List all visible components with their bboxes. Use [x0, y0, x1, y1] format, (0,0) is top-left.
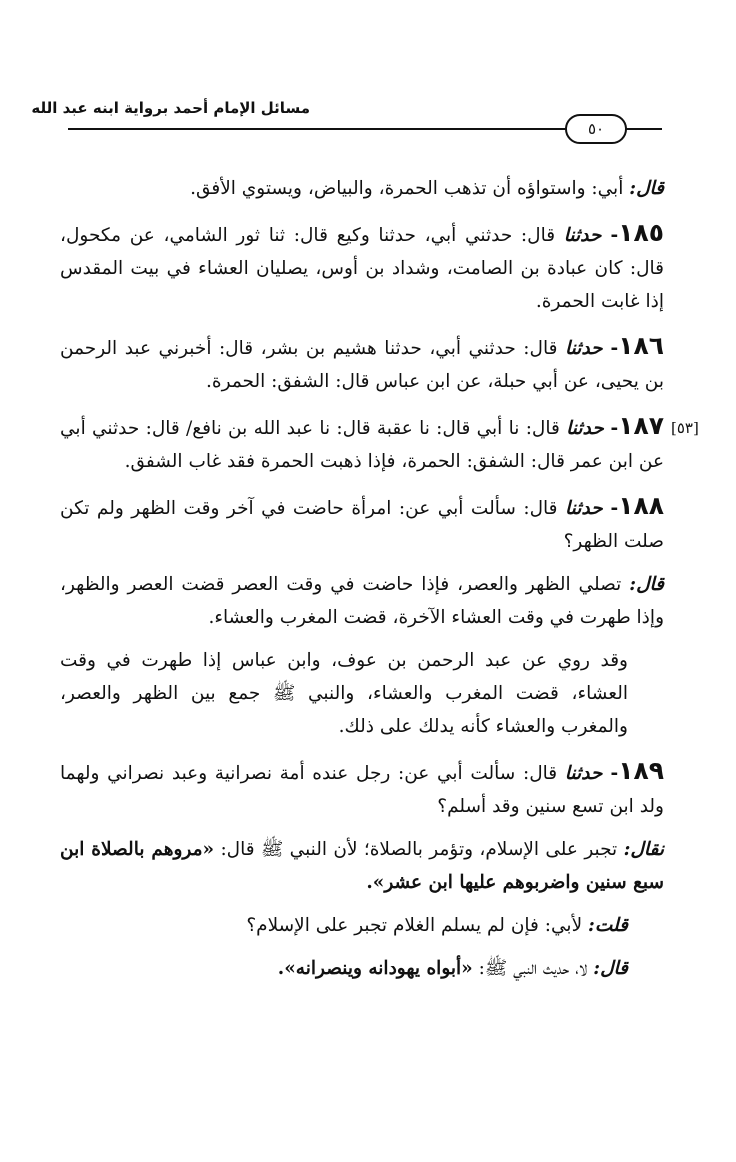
hadith-188: ١٨٨- حدثنا قال: سألت أبي عن: امرأة حاضت في آخر وقت الظهر ولم تكن صلت الظهر؟ [60, 491, 664, 552]
paragraph-ruling [60, 833, 664, 899]
paragraph-text: لا، حديث النبي ﷺ: [478, 958, 588, 979]
hadith-189: ١٨٩- حدثنا قال: سألت أبي عن: رجل عنده أمة نصرانية وعبد نصراني ولهما ولد ابن تسع سنين وقد أسلم؟ [60, 756, 664, 817]
hadith-text: قال: سألت أبي عن: رجل عنده أمة نصرانية وعبد نصراني ولهما ولد ابن تسع سنين وقد أسلم؟ [60, 763, 664, 817]
paragraph-text: أبي: واستواؤه أن تذهب الحمرة، والبياض، ويستوي الأفق. [190, 178, 624, 199]
hadith-text: قال: سألت أبي عن: امرأة حاضت في آخر وقت الظهر ولم تكن صلت الظهر؟ [60, 498, 664, 552]
page-number-badge: ٥٠ [565, 114, 627, 144]
hadith-text: قال: نا أبي قال: نا عقبة قال: نا عبد الله بن نافع/ قال: حدثني أبي عن ابن عمر قال: الشفق: الحمرة، فإذا ذهبت الحمرة فقد غاب الشفق. [60, 418, 664, 472]
label-haddathana: حدثنا [564, 763, 603, 784]
hadith-quote: «مروهم بالصلاة ابن سبع سنين واضربوهم عليها ابن عشر». [60, 839, 664, 893]
hadith-185: ١٨٥- حدثنا قال: حدثني أبي، حدثنا وكيع قال: ثنا ثور الشامي، عن مكحول، قال: كان عبادة بن الصامت، وشداد بن أوس، يصليان العشاء في بيت المقدس إذا غابت الحمرة. [60, 218, 664, 312]
hadith-number: ١٨٦ [618, 331, 664, 360]
running-title: مسائل الإمام أحمد برواية ابنه عبد الله [31, 99, 310, 117]
paragraph-continuation [60, 172, 664, 205]
hadith-186: ١٨٦- حدثنا قال: حدثني أبي، حدثنا هشيم بن بشر، قال: أخبرني عبد الرحمن بن يحيى، عن أبي حبلة، عن ابن عباس قال: الشفق: الحمرة. [60, 331, 664, 392]
main-text [60, 172, 664, 985]
label-qal: قال: [629, 574, 664, 595]
paragraph-text: تجبر على الإسلام، وتؤمر بالصلاة؛ لأن النبي ﷺ قال: [220, 839, 618, 860]
hadith-number: ١٨٥ [618, 218, 664, 247]
label-haddathana: حدثنا [566, 418, 604, 439]
label-haddathana: حدثنا [564, 498, 603, 519]
paragraph-text: تصلي الظهر والعصر، فإذا حاضت في وقت العصر قضت العصر والظهر، وإذا طهرت في وقت العشاء الآخرة، قضت المغرب والعشاء. [60, 574, 664, 628]
label-haddathana: حدثنا [564, 338, 603, 359]
paragraph-text: وقد روي عن عبد الرحمن بن عوف، وابن عباس إذا طهرت في وقت العشاء، قضت المغرب والعشاء، والنبي ﷺ جمع بين الظهر والعصر، والمغرب والعشاء كأنه يدلك على ذلك. [60, 650, 628, 737]
hadith-187: ١٨٧- حدثنا قال: نا أبي قال: نا عقبة قال: نا عبد الله بن نافع/ قال: حدثني أبي عن ابن عمر قال: الشفق: الحمرة، فإذا ذهبت الحمرة فقد غاب الشفق. [60, 411, 665, 472]
paragraph-answer [60, 568, 664, 634]
label-qal: قال: [629, 178, 664, 199]
label-naqul: نقال: [623, 839, 664, 860]
hadith-quote: «أبواه يهودانه وينصرانه». [277, 958, 473, 979]
label-qultu: قلت: [588, 915, 628, 936]
paragraph-question [60, 909, 664, 942]
hadith-number: ١٨٩ [618, 756, 664, 785]
hadith-text: قال: حدثني أبي، حدثنا هشيم بن بشر، قال: أخبرني عبد الرحمن بن يحيى، عن أبي حبلة، عن ابن عباس قال: الشفق: الحمرة. [60, 338, 664, 392]
hadith-text: قال: حدثني أبي، حدثنا وكيع قال: ثنا ثور الشامي، عن مكحول، قال: كان عبادة بن الصامت، وشداد بن أوس، يصليان العشاء في بيت المقدس إذا غابت الحمرة. [60, 225, 664, 312]
hadith-number: ١٨٨ [618, 491, 664, 520]
label-haddathana: حدثنا [563, 225, 602, 246]
paragraph-final-answer [60, 952, 664, 985]
margin-page-reference: [٥٣] [671, 419, 699, 437]
label-qal: قال: [593, 958, 628, 979]
hadith-number: ١٨٧ [618, 411, 665, 440]
paragraph-text: لأبي: فإن لم يسلم الغلام تجبر على الإسلام؟ [246, 915, 583, 936]
paragraph-narration [60, 644, 664, 743]
